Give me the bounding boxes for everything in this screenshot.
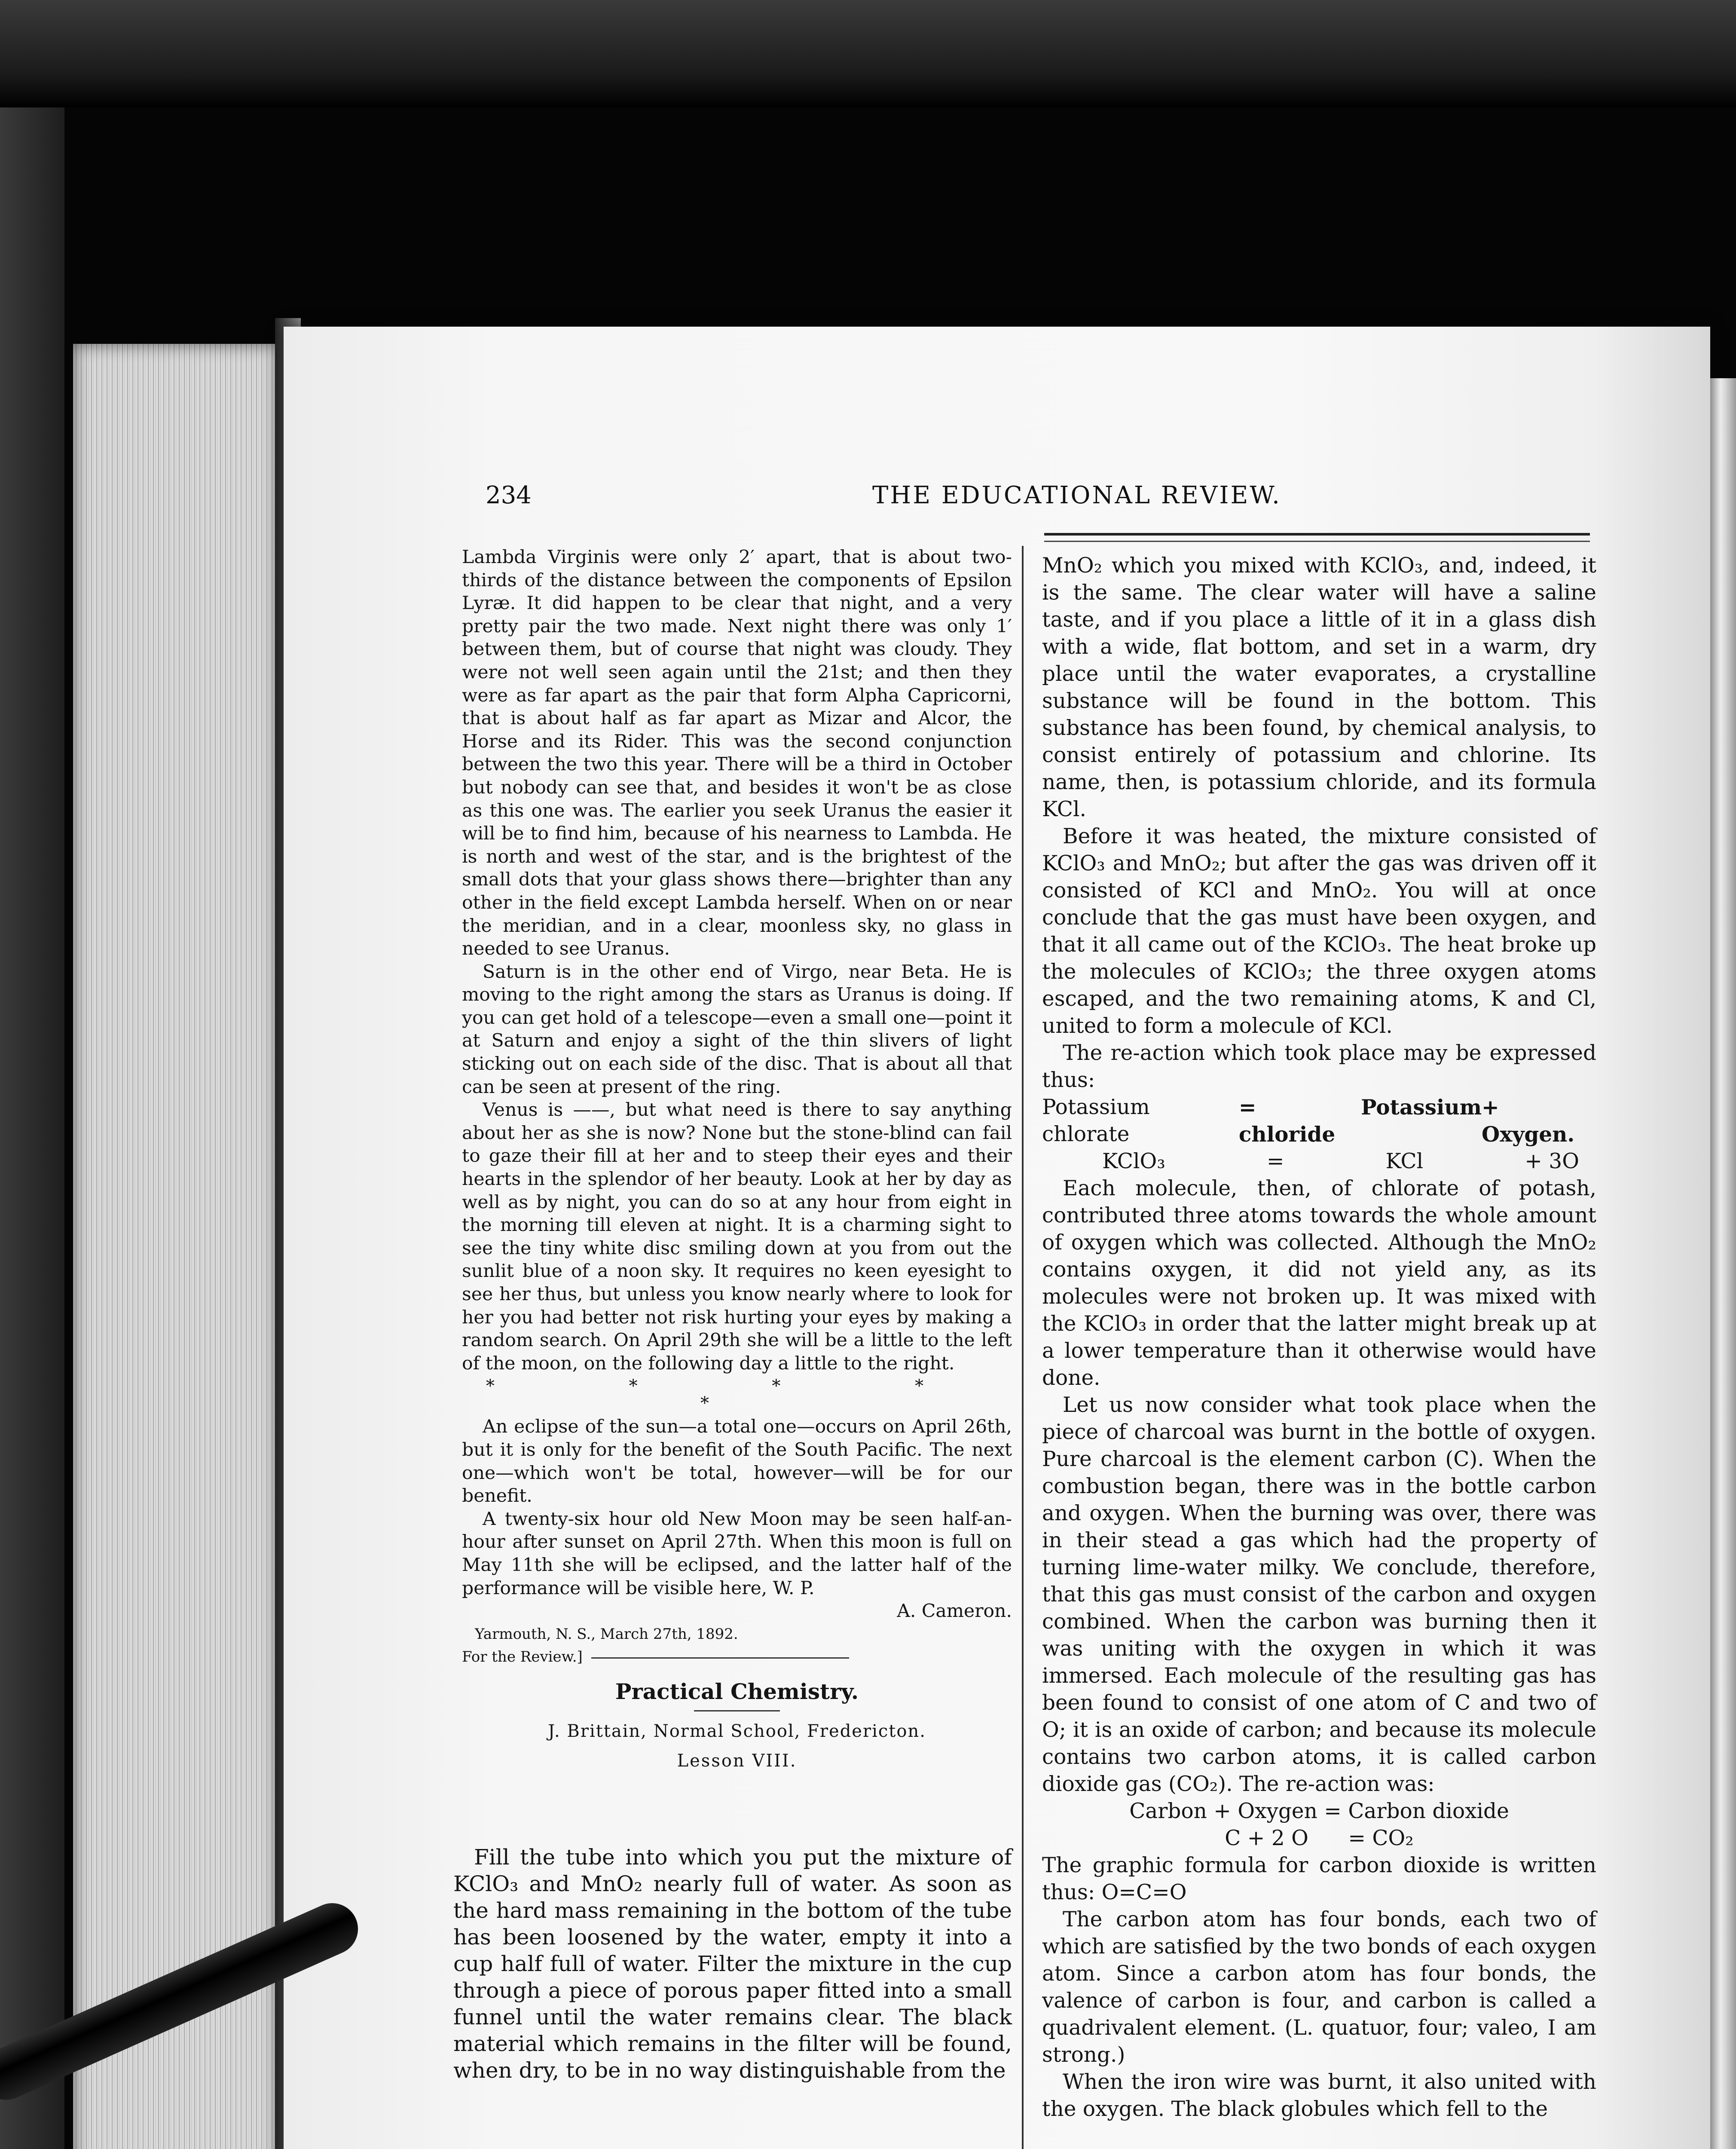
article-byline: J. Brittain, Normal School, Fredericton. (548, 1721, 926, 1741)
left-column-chemistry (453, 1844, 1012, 2084)
paragraph: An eclipse of the sun—a total one—occurs on April 26th, but it is only for the benefit of the South Pacific. The next one—which won't be total, however—will be for our benefit. (462, 1416, 1012, 1507)
header-rule (1044, 533, 1590, 536)
section-label (462, 1646, 1012, 1669)
equation-term: = (1266, 1149, 1284, 1173)
author-signature: A. Cameron. (897, 1601, 1012, 1622)
paragraph: Each molecule, then, of chlorate of potash, contributed three atoms towards the whole amount of oxygen which was collected. Although the MnO₂ contains oxygen, it did not yield any, as its molecules were not broken up. It was mixed with the KClO₃ in order that the latter might break up at a lower temperature than it otherwise would have done. (1042, 1176, 1596, 1390)
formula-equation: C + 2 O = CO₂ (1225, 1826, 1414, 1850)
lesson-heading: Lesson VIII. (677, 1751, 797, 1771)
page-header (486, 481, 1500, 520)
equation-term: + Oxygen. (1482, 1095, 1575, 1147)
paragraph: The graphic formula for carbon dioxide is written thus: O=C=O (1042, 1853, 1596, 1904)
dateline: Yarmouth, N. S., March 27th, 1892. (475, 1625, 738, 1643)
facing-page-edge (1710, 378, 1736, 2149)
paragraph: The carbon atom has four bonds, each two of which are satisfied by the two bonds of each oxygen atom. Since a carbon atom has four bonds, the valence of carbon is four, and carbon is called a quadrivalent element. (L. quatuor, four; valeo, I am strong.) (1042, 1907, 1596, 2067)
running-head: THE EDUCATIONAL REVIEW. (872, 481, 1281, 509)
header-rule (1044, 541, 1590, 542)
paragraph: Let us now consider what took place when the piece of charcoal was burnt in the bottle of oxygen. Pure charcoal is the element carbon (C). When the combustion began, there was in the bottle carbon and oxygen. When the burning was over, there was in their stead a gas which had the property of turning lime-water milky. We conclude, therefore, that this gas must consist of the carbon and oxygen combined. When the carbon was burning then it was uniting with the oxygen in which it was immersed. Each molecule of the resulting gas has been found to consist of one atom of C and two of O; it is an oxide of carbon; and because its molecule contains two carbon atoms, it is called carbon dioxide gas (CO₂). The re-action was: (1042, 1393, 1596, 1796)
for-review-label: For the Review.] (462, 1648, 583, 1666)
title-rule (694, 1710, 780, 1711)
formula-equation (1042, 1148, 1596, 1175)
paragraph: Before it was heated, the mixture consisted of KClO₃ and MnO₂; but after the gas was driven off it consisted of KCl and MnO₂. You will at once conclude that the gas must have been oxygen, and that it all came out of the KClO₃. The heat broke up the molecules of KClO₃; the three oxygen atoms escaped, and the two remaining atoms, K and Cl, united to form a molecule of KCl. (1042, 824, 1596, 1038)
paragraph: Lambda Virginis were only 2′ apart, that is about two-thirds of the distance between the components of Epsilon Lyræ. It did happen to be clear that night, and a very pretty pair the two made. Next night there was only 1′ between them, but of course that night was cloudy. They were not well seen again until the 21st; and then they were as far apart as the pair that form Alpha Capricorni, that is about half as far apart as Mizar and Alcor, the Horse and its Rider. This was the second conjunction between the two this year. There will be a third in October but nobody can see that, and besides it won't be as close as this one was. The earlier you seek Uranus the easier it will be to find him, because of his nearness to Lambda. He is north and west of the star, and is the brightest of the small dots that your glass shows there—brighter than any other in the field except Lambda herself. When on or near the meridian, and in a clear, moonless sky, no glass in needed to see Uranus. (462, 547, 1012, 960)
equation-term: Potassium chlorate (1042, 1095, 1150, 1146)
equation-term: KCl (1385, 1149, 1424, 1173)
paragraph: Fill the tube into which you put the mixture of KClO₃ and MnO₂ nearly full of water. As soon as the hard mass remaining in the bottom of the tube has been loosened by the water, empty it into a cup half full of water. Filter the mixture in the cup through a piece of porous paper fitted into a small funnel until the water remains clear. The black material which remains in the filter will be found, when dry, to be in no way distinguishable from the (453, 1845, 1012, 2083)
equation-term: = Potassium chloride (1238, 1095, 1482, 1147)
book-fore-edge (73, 344, 279, 2149)
scan-top-border (0, 0, 1736, 107)
column-divider (1022, 546, 1024, 2149)
right-column (1042, 552, 1596, 2123)
scan-left-border (0, 107, 64, 2149)
paragraph: MnO₂ which you mixed with KClO₃, and, indeed, it is the same. The clear water will have a saline taste, and if you place a little of it in a glass dish with a wide, flat bottom, and set in a warm, dry place until the water evaporates, a crystalline substance will be found in the bottom. This substance has been found, by chemical analysis, to consist entirely of potassium and chlorine. Its name, then, is potassium chloride, and its formula KCl. (1042, 554, 1596, 821)
paragraph: A twenty-six hour old New Moon may be seen half-an-hour after sunset on April 27th. When this moon is full on May 11th she will be eclipsed, and the latter half of the performance will be visible here, W. P. (462, 1508, 1012, 1599)
word-equation: Carbon + Oxygen = Carbon dioxide (1129, 1799, 1509, 1823)
short-rule (591, 1657, 849, 1659)
paragraph: The re-action which took place may be expressed thus: (1042, 1041, 1596, 1092)
word-equation (1042, 1094, 1596, 1148)
paragraph: When the iron wire was burnt, it also united with the oxygen. The black globules which fell to the (1042, 2070, 1596, 2121)
article-title: Practical Chemistry. (615, 1678, 859, 1704)
paragraph: Venus is ——, but what need is there to say anything about her as she is now? None but the stone-blind can fail to gaze their fill at her and to steep their eyes and their hearts in the splendor of her beauty. Look at her by day as well as by night, you can do so at any hour from eight in the morning till eleven at night. It is a charming sight to see the tiny white disc smiling down at you from out the sunlit blue of a noon sky. It requires no keen eyesight to see her thus, but unless you know nearly where to look for her you had better not risk hurting your eyes by making a random search. On April 29th she will be a little to the left of the moon, on the following day a little to the right. (462, 1099, 1012, 1374)
equation-term: + 3O (1525, 1149, 1579, 1173)
page-number: 234 (486, 481, 532, 509)
equation-term: KClO₃ (1102, 1149, 1165, 1173)
left-column-astronomy (462, 546, 1012, 1773)
paragraph: Saturn is in the other end of Virgo, near Beta. He is moving to the right among the stars as Uranus is doing. If you can get hold of a telescope—even a small one—point it at Saturn and enjoy a sight of the thin slivers of light sticking out on each side of the disc. That is about all that can be seen at present of the ring. (462, 961, 1012, 1098)
section-break-stars: * * * * * (486, 1376, 988, 1414)
